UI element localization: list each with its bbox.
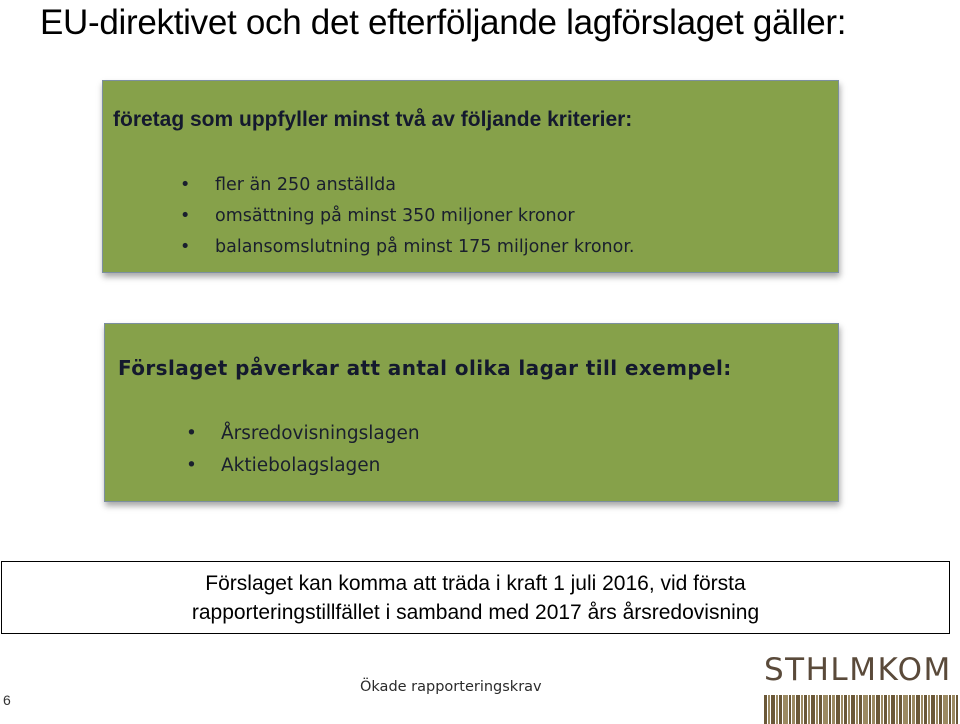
laws-list: [186, 418, 420, 482]
list-item: [186, 450, 420, 482]
list-item-text: Årsredovisningslagen: [221, 423, 420, 444]
laws-box: [104, 323, 839, 502]
list-item-text: omsättning på minst 350 miljoner kronor: [215, 206, 575, 226]
criteria-heading: företag som uppfyller minst två av följande kriterier:: [113, 108, 633, 131]
logo-wordmark: STHLMKOM: [764, 652, 952, 688]
footer-text: Ökade rapporteringskrav: [360, 679, 542, 695]
list-item: [186, 418, 420, 450]
list-item: [180, 232, 635, 263]
criteria-box: [102, 80, 839, 273]
bullet-dot-icon: •: [186, 423, 197, 444]
bullet-dot-icon: •: [180, 175, 191, 195]
list-item: [180, 170, 635, 201]
effective-date-note: [1, 561, 950, 634]
list-item: [180, 201, 635, 232]
list-item-text: Aktiebolagslagen: [221, 455, 381, 476]
slide-number: 6: [3, 692, 11, 708]
sthlmkom-logo: [764, 653, 958, 724]
bullet-dot-icon: •: [186, 455, 197, 476]
criteria-list: [180, 170, 635, 263]
slide-title: EU-direktivet och det efterföljande lagförslaget gäller:: [40, 3, 847, 42]
list-item-text: fler än 250 anställda: [215, 175, 396, 195]
list-item-text: balansomslutning på minst 175 miljoner kronor.: [215, 237, 635, 257]
bullet-dot-icon: •: [180, 206, 191, 226]
laws-heading: Förslaget påverkar att antal olika lagar till exempel:: [118, 356, 732, 380]
logo-stripes-icon: [764, 695, 958, 724]
note-line-1: Förslaget kan komma att träda i kraft 1 juli 2016, vid första: [205, 572, 746, 595]
bullet-dot-icon: •: [180, 237, 191, 257]
note-line-2: rapporteringstillfället i samband med 2017 års årsredovisning: [191, 601, 760, 624]
